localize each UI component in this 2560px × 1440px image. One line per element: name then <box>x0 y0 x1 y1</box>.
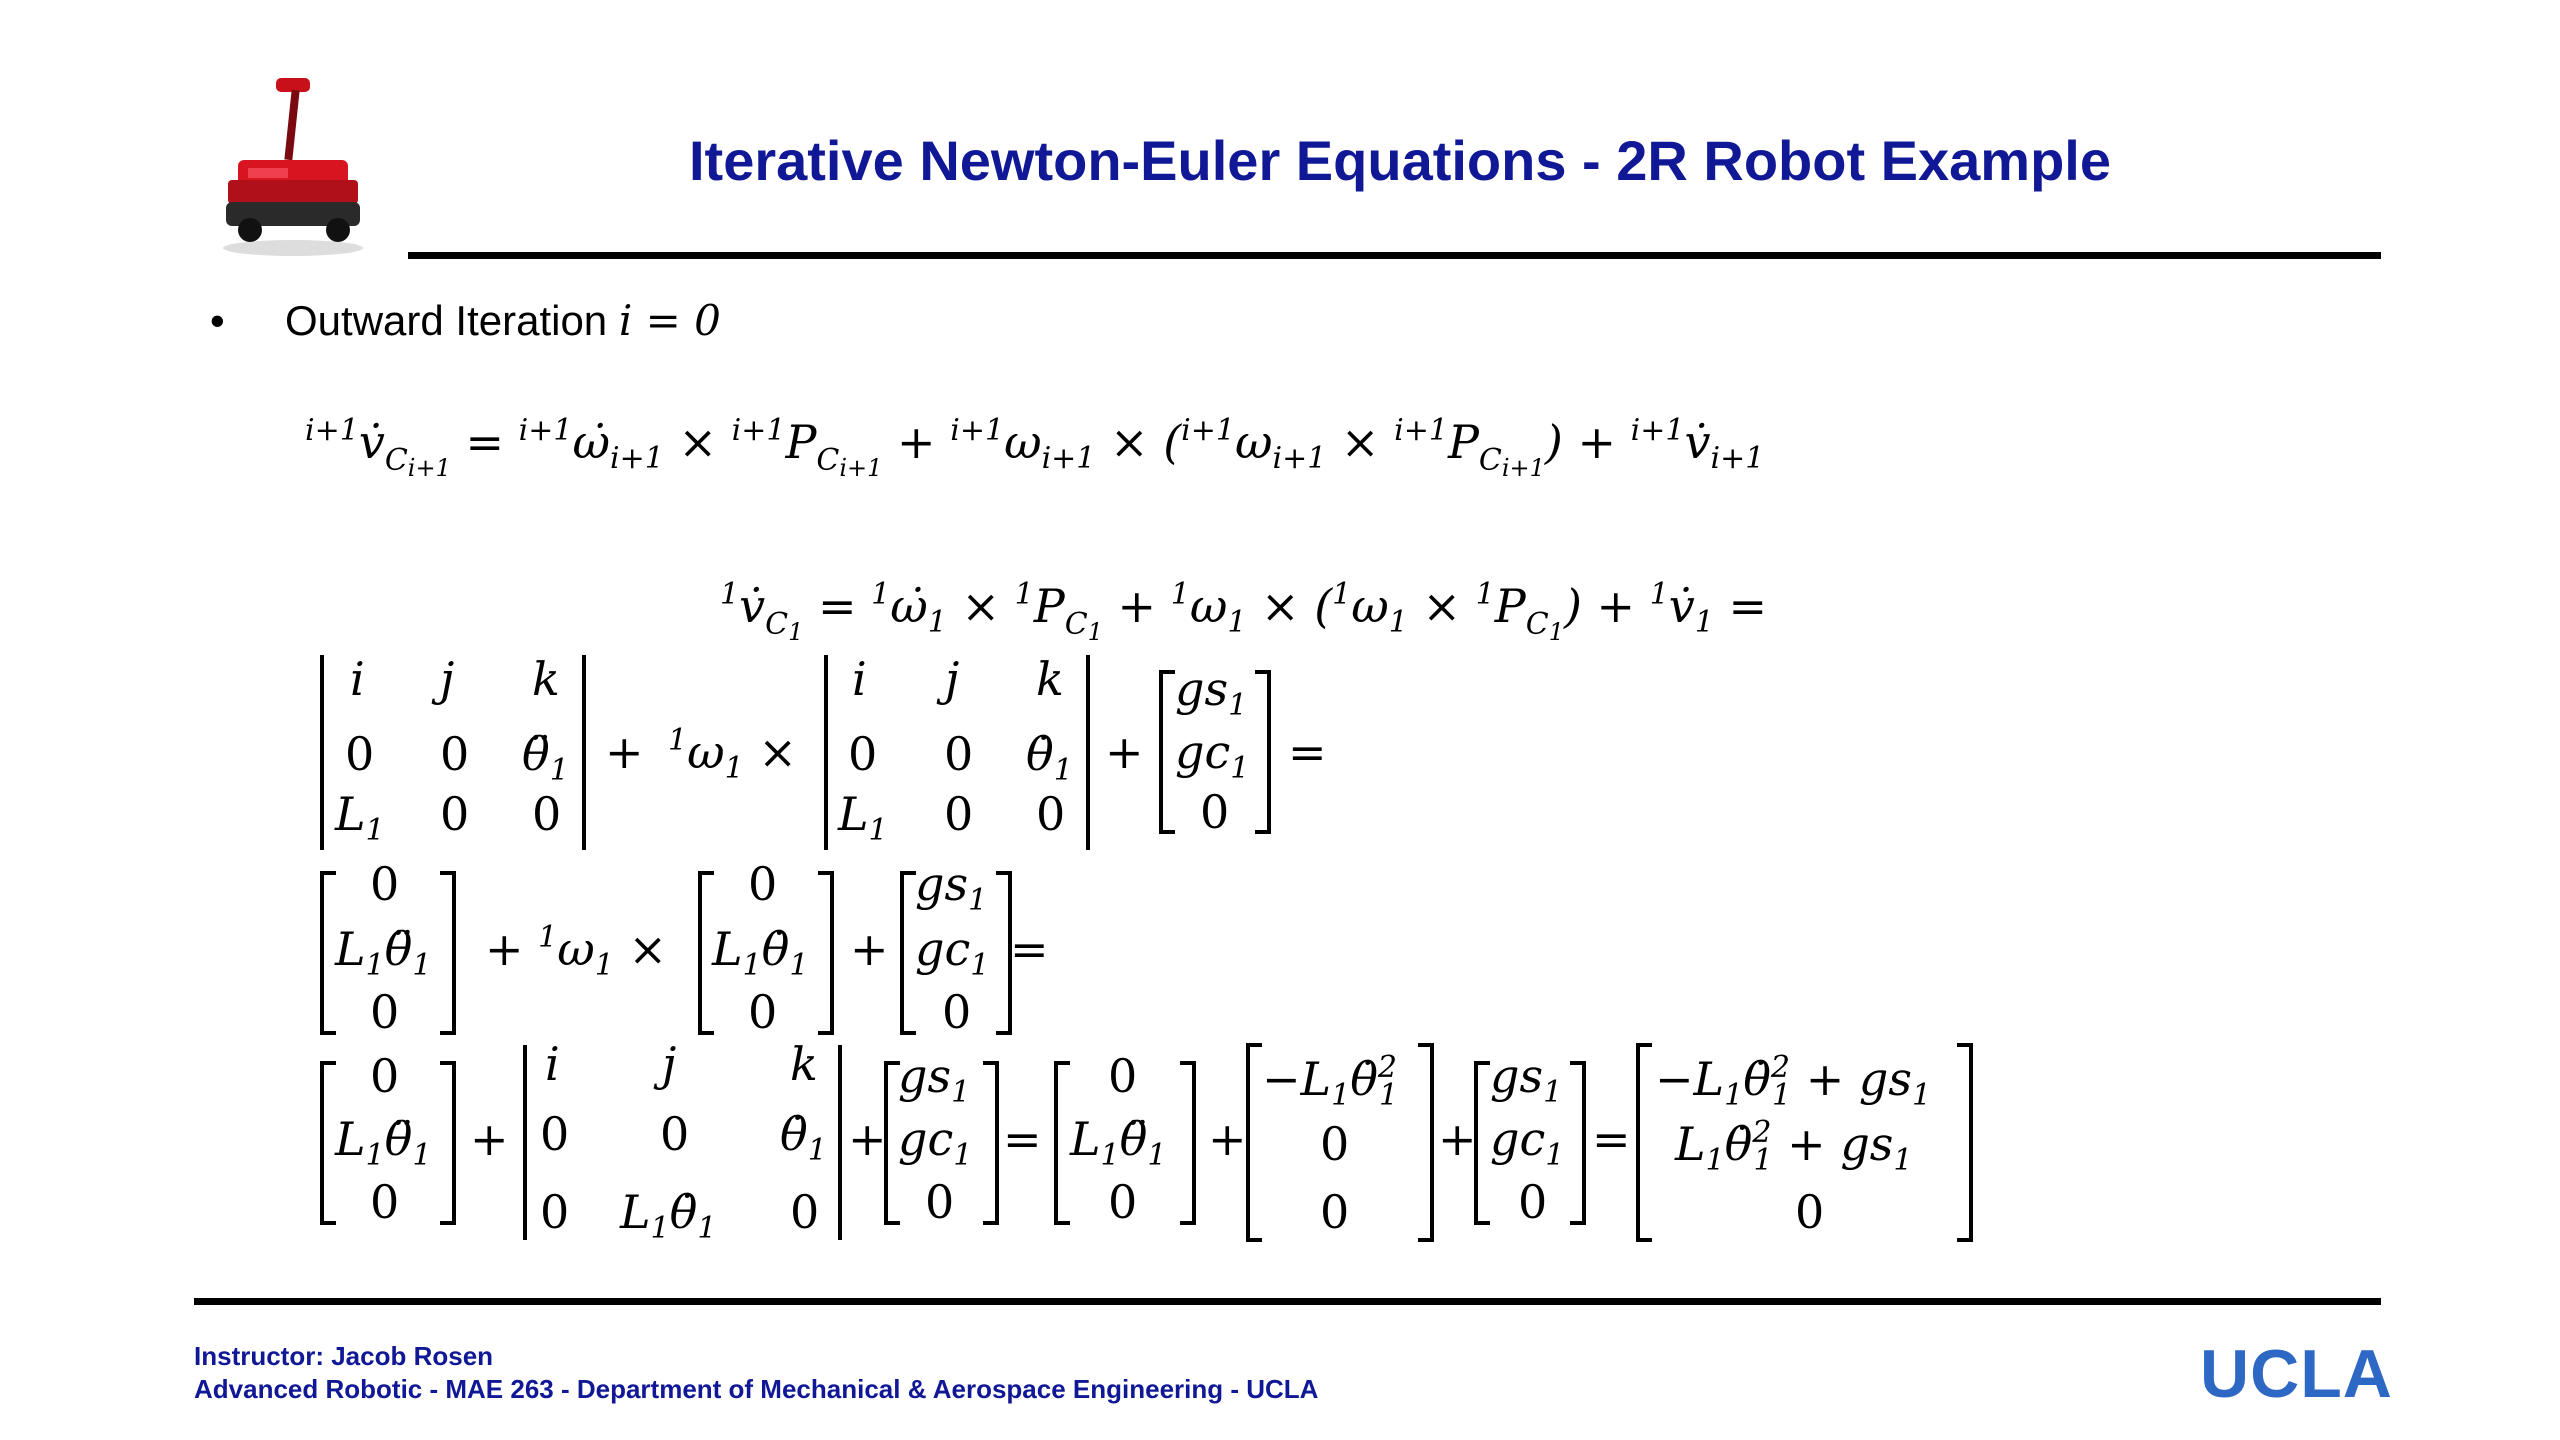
svg-text:L1θ̈1: $L_1\thetä_1$ <box>335 922 432 983</box>
svg-text:+: + <box>850 922 889 976</box>
svg-text:j: j <box>662 1037 677 1091</box>
svg-text:L1: $L_1$ <box>838 787 888 848</box>
svg-text:+ 1ω1 ×: + $^1\omega_1$ × <box>485 920 668 983</box>
svg-text:k: k <box>532 652 560 706</box>
bullet-condition: i = 0 <box>618 296 721 345</box>
svg-text:k: k <box>1036 652 1064 706</box>
svg-text:0: 0 <box>942 985 972 1039</box>
equation-row-3 <box>322 1037 1971 1246</box>
svg-text:+: + <box>605 725 644 779</box>
svg-text:j: j <box>440 652 455 706</box>
svg-text:0: 0 <box>944 787 974 841</box>
svg-text:+: + <box>848 1112 887 1166</box>
footer-text <box>194 1340 1318 1406</box>
svg-text:0: 0 <box>370 1049 400 1103</box>
svg-text:0: 0 <box>370 1175 400 1229</box>
footer-instructor: Instructor: Jacob Rosen <box>194 1341 494 1371</box>
svg-text:i: i <box>350 652 365 706</box>
svg-text:gs1: $gs_1$ <box>898 1049 971 1110</box>
svg-text:L1θ̈1: $L_1\thetä_1$ <box>335 1112 432 1173</box>
svg-text:+: + <box>1438 1112 1477 1166</box>
svg-text:0: 0 <box>532 787 562 841</box>
svg-text:0: 0 <box>660 1107 690 1161</box>
svg-text:=: = <box>1003 1112 1042 1166</box>
svg-text:0: 0 <box>440 787 470 841</box>
svg-text:=: = <box>1288 725 1327 779</box>
svg-text:L1θ̇1: $L_1\thetȧ_1$ <box>712 922 809 983</box>
svg-text:+: + <box>1105 725 1144 779</box>
svg-text:L1: $L_1$ <box>335 787 385 848</box>
svg-text:0: 0 <box>345 727 375 781</box>
bullet-text: Outward Iteration <box>285 297 619 344</box>
svg-text:1v̇C1 = 1ω̇1 × 1PC1 + 1ω1 × (1: $^1v̇_C1$ = $^1\omegȧ_1 \times ^1P_C1 + ^1\omega_1 \times (^1\omega_1 \times ^1P_C1)$ + $^1v̇_1$ = <box>720 577 1768 646</box>
svg-text:i: i <box>545 1037 560 1091</box>
svg-text:0: 0 <box>925 1175 955 1229</box>
svg-text:gs1: $gs_1$ <box>1490 1049 1563 1110</box>
svg-text:=: = <box>1592 1112 1631 1166</box>
svg-text:gs1: $gs_1$ <box>915 857 988 918</box>
svg-text:0: 0 <box>1518 1175 1548 1229</box>
svg-text:gc1: $gc_1$ <box>915 922 990 983</box>
svg-text:=: = <box>1010 922 1049 976</box>
svg-text:i: i <box>852 652 867 706</box>
svg-text:0: 0 <box>1320 1185 1350 1239</box>
svg-text:gc1: $gc_1$ <box>1490 1112 1565 1173</box>
svg-text:i+1v̇Ci+1 = i+1ω̇i+1 × i+1PCi+: $^{i+1}v̇_Ci+1$ = $^{i+1}\omegȧ_{i+1} \times ^{i+1}P_Ci+1 + ^{i+1}\omega_{i+1} \times (^{i+1}\omega_{i+1} \times ^{i+1}P_Ci+1)$ + $^{i+1}v̇_{i+1}$ <box>305 413 1765 482</box>
svg-text:0: 0 <box>790 1185 820 1239</box>
svg-text:0: 0 <box>1036 787 1066 841</box>
svg-text:θ̇1: $\thetȧ_1$ <box>1026 727 1073 788</box>
svg-text:0: 0 <box>848 727 878 781</box>
svg-text:0: 0 <box>748 857 778 911</box>
svg-text:0: 0 <box>748 985 778 1039</box>
slide-title: Iterative Newton-Euler Equations - 2R Robot Example <box>688 129 2111 192</box>
svg-text:L1θ̇1: $L_1\thetȧ_1$ <box>620 1185 717 1246</box>
svg-text:0: 0 <box>370 857 400 911</box>
equation-specific <box>720 577 1767 646</box>
svg-text:gc1: $gc_1$ <box>898 1112 973 1173</box>
svg-text:−L1θ̇21: $-L_1\thetȧ^2$ 1 <box>1262 1050 1399 1113</box>
svg-text:+: + <box>470 1112 509 1166</box>
svg-text:gc1: $gc_1$ <box>1175 725 1250 786</box>
svg-text:0: 0 <box>1320 1117 1350 1171</box>
svg-text:gs1: $gs_1$ <box>1175 662 1248 723</box>
svg-text:−L1θ̇21 + gs1: $-L_1\thetȧ^2$ $1 + gs_1$ <box>1655 1050 1932 1113</box>
svg-text:0: 0 <box>1108 1175 1138 1229</box>
svg-text:L1θ̇21 + gs1: $L_1\thetȧ^2$ $1 + gs_1$ <box>1675 1115 1913 1178</box>
equation-row-2 <box>322 857 1049 1039</box>
svg-text:j: j <box>945 652 960 706</box>
equation-row-1 <box>322 652 1327 850</box>
svg-text:k: k <box>790 1037 818 1091</box>
svg-text:0: 0 <box>1200 785 1230 839</box>
svg-text:θ̇1: $\thetȧ_1$ <box>780 1107 827 1168</box>
svg-text:θ̈1: $\thetä_1$ <box>522 727 569 788</box>
ucla-logo: UCLA <box>2200 1336 2393 1412</box>
svg-text:0: 0 <box>540 1185 570 1239</box>
footer-divider <box>194 1298 2381 1305</box>
svg-text:0: 0 <box>540 1107 570 1161</box>
svg-text:0: 0 <box>440 727 470 781</box>
svg-text:L1θ̈1: $L_1\thetä_1$ <box>1070 1112 1167 1173</box>
svg-text:0: 0 <box>944 727 974 781</box>
footer-course: Advanced Robotic - MAE 263 - Department of Mechanical & Aerospace Engineering - UCLA <box>194 1374 1319 1404</box>
svg-text:0: 0 <box>1795 1185 1825 1239</box>
equation-general <box>305 413 1764 482</box>
svg-text:+: + <box>1208 1112 1247 1166</box>
bullet-icon: • <box>210 297 225 344</box>
svg-text:0: 0 <box>370 985 400 1039</box>
svg-text:1ω1 ×: $^1\omega_1$ × <box>668 723 797 786</box>
svg-text:0: 0 <box>1108 1049 1138 1103</box>
